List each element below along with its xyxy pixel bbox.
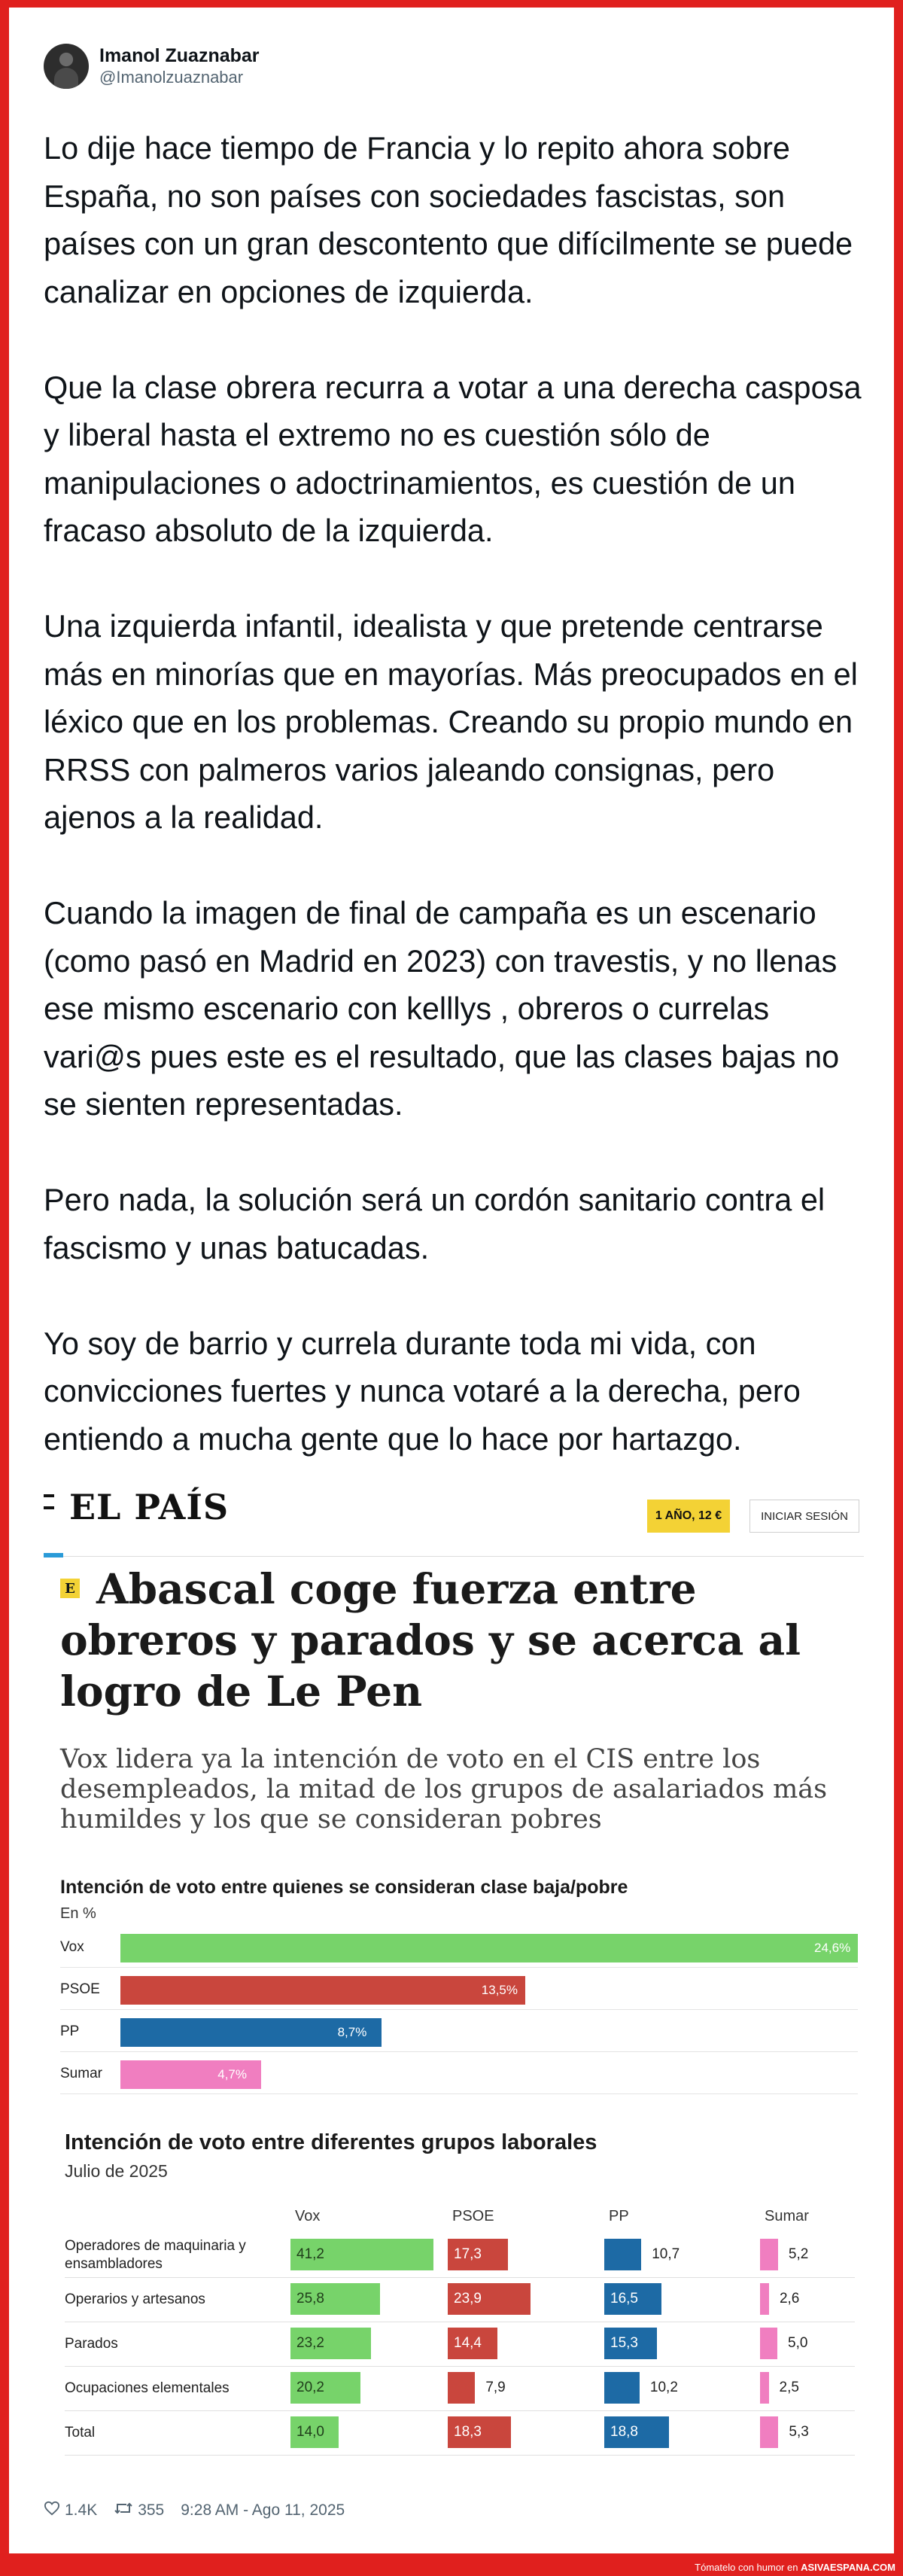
chart2-title: Intención de voto entre diferentes grupos laborales [65,2130,597,2154]
chart2-value-label: 16,5 [610,2291,638,2307]
chart1-title: Intención de voto entre quienes se consideran clase baja/pobre [60,1877,628,1898]
chart2-row [65,2279,855,2322]
chart1-row [60,2059,858,2089]
retweet-count: 355 [138,2501,165,2519]
retweet-icon[interactable] [114,2501,133,2520]
chart1-value-label: 13,5% [481,1983,518,1997]
chart2-value-label: 5,3 [789,2424,809,2440]
chart2-row-label: Operarios y artesanos [65,2291,205,2307]
footer-site[interactable]: ASIVAESPANA.COM [801,2562,895,2573]
chart2-row [65,2367,855,2411]
chart1-row [60,1975,858,2005]
tweet-paragraph: Que la clase obrera recurra a votar a una derecha casposa y liberal hasta el extremo no es cuestión sólo de manipulaciones o adoctrinamientos, es cuestión de un fracaso absoluto de la izquierda. [44,369,862,548]
chart1-row [60,2017,858,2047]
chart1-row [60,1932,858,1962]
subscribe-button: 1 AÑO, 12 € [647,1500,730,1533]
chart1-bar [120,1976,525,2005]
chart2-bar [760,2416,778,2448]
tweet-text [44,124,864,1511]
chart1-value-label: 8,7% [337,2025,367,2039]
chart2-bar [760,2372,769,2404]
elpais-badge-icon: E [60,1579,80,1598]
tweet-paragraph: Pero nada, la solución será un cordón sanitario contra el fascismo y unas batucadas. [44,1182,825,1265]
article-headline: Abascal coge fuerza entre obreros y parados y se acerca al logro de Le Pen [60,1564,801,1716]
chart2-value-label: 20,2 [296,2380,324,2395]
chart2-row [65,2234,855,2278]
footer-prefix: Tómatelo con humor en [695,2562,798,2573]
tweet-paragraph: Una izquierda infantil, idealista y que pretende centrarse más en minorías que en mayorías. Más preocupados en el léxico que en los problemas. Creando su propio mundo en RRSS con palmeros varios jaleando consignas, pero ajenos a la realidad. [44,608,858,835]
chart2-row [65,2323,855,2367]
chart2-value-label: 15,3 [610,2335,638,2351]
menu-icon [44,1494,54,1497]
avatar-figure [54,68,78,89]
chart2-value-label: 5,0 [788,2335,808,2351]
chart2-row-label: Total [65,2425,96,2441]
chart2-value-label: 5,2 [788,2246,809,2262]
timestamp[interactable]: 9:28 AM - Ago 11, 2025 [181,2501,345,2519]
chart2-column-header: PP [609,2208,629,2224]
chart1-category-label: Vox [60,1939,84,1955]
chart2-column-header: Sumar [765,2208,809,2224]
chart2-value-label: 41,2 [296,2246,324,2262]
like-count: 1.4K [65,2501,98,2519]
chart2-value-label: 17,3 [454,2246,482,2262]
chart1-gridline [60,1967,858,1968]
chart2-row-label: Parados [65,2336,118,2352]
heart-icon[interactable] [44,2501,60,2520]
chart1-gridline [60,2009,858,2010]
chart1-category-label: PSOE [60,1981,100,1997]
chart2-bar [604,2239,641,2270]
header-accent [44,1553,63,1557]
chart2-bar [760,2239,778,2270]
chart2-value-label: 10,7 [652,2246,680,2262]
menu-icon-line [44,1506,54,1509]
chart2-value-label: 2,5 [779,2380,799,2395]
author-name[interactable]: Imanol Zuaznabar [99,45,260,66]
chart1-value-label: 4,7% [217,2067,247,2081]
chart2-value-label: 10,2 [649,2380,678,2395]
tweet-stats [44,2501,345,2520]
chart1-bar [120,1934,858,1962]
chart2-value-label: 18,8 [610,2424,638,2440]
tweet-paragraph: Lo dije hace tiempo de Francia y lo repito ahora sobre España, no son países con sociedades fascistas, son países con un gran descontento que difícilmente se puede canalizar en opciones de izquierda. [44,130,853,309]
chart2-row-separator [65,2277,855,2278]
chart2-value-label: 14,4 [454,2335,482,2351]
chart2-value-label: 2,6 [779,2291,800,2307]
chart2-bar [448,2372,475,2404]
article-image[interactable] [44,1487,865,2443]
chart2-column-header: Vox [295,2208,321,2224]
chart2-row-separator [65,2455,855,2456]
footer-credit[interactable] [695,2562,895,2573]
chart2-row-label: Operadores de maquinaria y ensambladores [65,2238,246,2272]
chart2-bar [604,2372,640,2404]
chart2-value-label: 23,2 [296,2335,324,2351]
chart1-value-label: 24,6% [814,1941,851,1955]
chart2-bar [760,2328,777,2359]
chart2-row-label: Ocupaciones elementales [65,2380,230,2396]
chart1-gridline [60,2093,858,2094]
chart2-row [65,2412,855,2456]
author-handle[interactable]: @Imanolzuaznabar [99,68,244,87]
tweet-paragraph: Cuando la imagen de final de campaña es un escenario (como pasó en Madrid en 2023) con travestis, y no llenas ese mismo escenario con kelllys , obreros o currelas vari@s pues este es el resultado, que las clases bajas no se sienten representadas. [44,895,840,1122]
chart2-row-separator [65,2366,855,2367]
footer-bar [0,2558,903,2576]
chart1-gridline [60,2051,858,2052]
chart2-bar [760,2283,769,2315]
chart2-row-separator [65,2410,855,2411]
avatar[interactable] [44,44,89,89]
chart2-value-label: 18,3 [454,2424,482,2440]
chart2-column-header: PSOE [452,2208,494,2224]
login-button: INICIAR SESIÓN [749,1500,859,1533]
chart1-unit: En % [60,1905,96,1922]
article-subhead: Vox lidera ya la intención de voto en el CIS entre los desempleados, la mitad de los grupos de asalariados más humildes y los que se consideran pobres [60,1744,828,1835]
chart2-subtitle: Julio de 2025 [65,2161,168,2181]
chart2-value-label: 25,8 [296,2291,324,2307]
chart1-category-label: Sumar [60,2066,102,2081]
elpais-logo: EL PAÍS [69,1487,230,1527]
chart2-value-label: 23,9 [454,2291,482,2307]
header-rule [44,1556,864,1557]
chart1-category-label: PP [60,2023,80,2039]
chart2-value-label: 14,0 [296,2424,324,2440]
chart2-value-label: 7,9 [485,2380,506,2395]
tweet-paragraph: Yo soy de barrio y currela durante toda mi vida, con convicciones fuertes y nunca votaré a la derecha, pero entiendo a mucha gente que lo hace por hartazgo. [44,1325,801,1457]
